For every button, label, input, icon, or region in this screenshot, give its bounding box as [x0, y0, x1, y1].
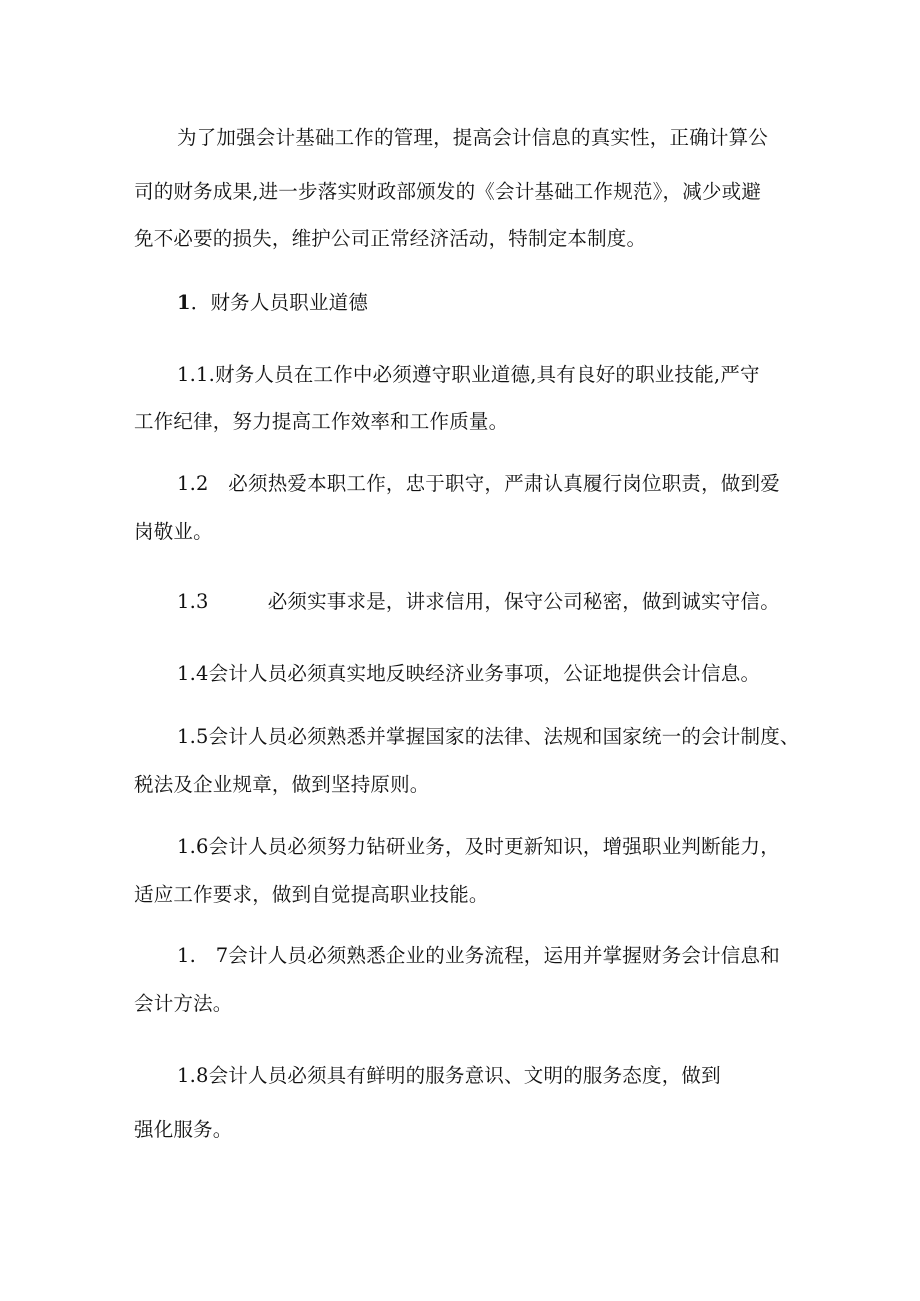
section-heading: [177, 289, 368, 317]
intro-line-1: 为了加强会计基础工作的管理，提高会计信息的真实性，正确计算公: [177, 126, 769, 149]
item-1-2-line-2: 岗敬业。: [134, 520, 213, 543]
item-1-8-line-1: 1.8会计人员必须具有鲜明的服务意识、文明的服务态度，做到: [177, 1064, 721, 1087]
item-1-6-line-2: 适应工作要求，做到自觉提高职业技能。: [134, 883, 489, 906]
item-1-6-line-1: 1.6会计人员必须努力钻研业务，及时更新知识，增强职业判断能力，: [177, 835, 780, 858]
item-1-7-line-2: 会计方法。: [134, 992, 233, 1015]
item-1-5-line-1: 1.5会计人员必须熟悉并掌握国家的法律、法规和国家统一的会计制度、: [177, 725, 800, 748]
item-1-5-line-2: 税法及企业规章，做到坚持原则。: [134, 773, 430, 796]
item-1-8-line-2: 强化服务。: [134, 1118, 233, 1141]
item-1-4-line-1: 1.4会计人员必须真实地反映经济业务事项，公证地提供会计信息。: [177, 662, 761, 685]
section-number: 1: [177, 291, 191, 314]
item-1-1-line-2: 工作纪律，努力提高工作效率和工作质量。: [134, 410, 509, 433]
item-1-2-line-1: 1.2 必须热爱本职工作，忠于职守，严肃认真履行岗位职责，做到爱: [177, 472, 780, 495]
intro-line-3: 免不必要的损失，维护公司正常经济活动，特制定本制度。: [134, 227, 647, 250]
intro-line-2: 司的财务成果,进一步落实财政部颁发的《会计基础工作规范》，减少或避: [134, 180, 762, 203]
section-title: ．财务人员职业道德: [190, 291, 369, 314]
item-1-1-line-1: 1.1.财务人员在工作中必须遵守职业道德,具有良好的职业技能,严守: [177, 363, 760, 386]
item-1-3-line-1: 1.3 必须实事求是，讲求信用，保守公司秘密，做到诚实守信。: [177, 590, 780, 613]
item-1-7-line-1: 1. 7会计人员必须熟悉企业的业务流程，运用并掌握财务会计信息和: [177, 944, 780, 967]
